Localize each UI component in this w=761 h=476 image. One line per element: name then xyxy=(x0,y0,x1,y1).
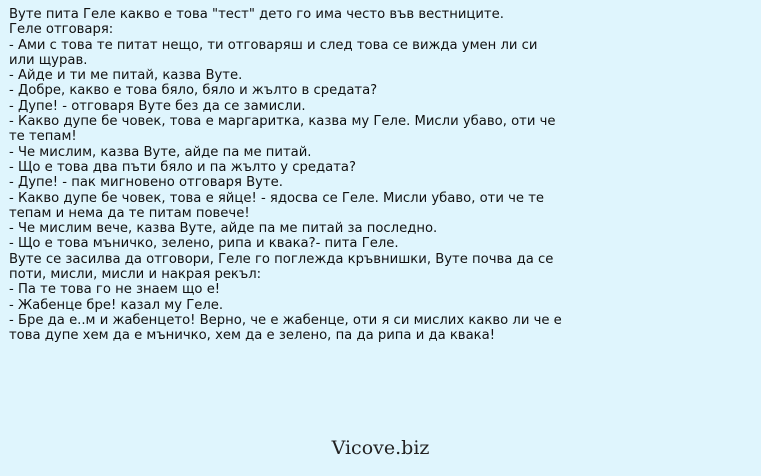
joke-line: или щурав. xyxy=(9,52,88,68)
joke-line: - Дупе! - пак мигновено отговаря Вуте. xyxy=(9,175,283,191)
joke-line: - Че мислим вече, казва Вуте, айде па ме питай за последно. xyxy=(9,221,438,237)
joke-line: - Какво дупе бе човек, това е маргаритка, казва му Геле. Мисли убаво, оти че xyxy=(9,114,556,130)
joke-line: - Че мислим, казва Вуте, айде па ме питай. xyxy=(9,144,312,160)
joke-line: - Па те това го не знаем що е! xyxy=(9,282,221,298)
joke-line: - Що е това два пъти бяло и па жълто у средата? xyxy=(9,159,356,175)
joke-line: това дупе хем да е мъничко, хем да е зелено, па да рипа и да квака! xyxy=(9,328,495,344)
joke-line: Геле отговаря: xyxy=(9,22,114,38)
joke-line: - Какво дупе бе човек, това е яйце! - ядосва се Геле. Мисли убаво, оти че те xyxy=(9,190,544,206)
joke-line: - Бре да е..м и жабенцето! Верно, че е жабенце, оти я си мислих какво ли че е xyxy=(9,312,562,328)
joke-line: - Що е това мъничко, зелено, рипа и квака?- пита Геле. xyxy=(9,236,399,252)
joke-line: - Айде и ти ме питай, казва Вуте. xyxy=(9,68,243,84)
joke-line: - Добре, какво е това бяло, бяло и жълто в средата? xyxy=(9,83,378,99)
joke-line: тепам и нема да те питам повече! xyxy=(9,205,250,221)
joke-line: - Ами с това те питат нещо, ти отговаряш и след това се вижда умен ли си xyxy=(9,37,538,53)
site-watermark: Vicove.biz xyxy=(331,437,430,459)
joke-line: Вуте се засилва да отговори, Геле го поглежда кръвнишки, Вуте почва да се xyxy=(9,251,554,267)
joke-line: Вуте пита Геле какво е това "тест" дето го има често във вестниците. xyxy=(9,7,504,22)
joke-line: те тепам! xyxy=(9,129,77,145)
joke-line: - Дупе! - отговаря Вуте без да се замисли. xyxy=(9,98,306,114)
joke-text xyxy=(9,7,754,344)
joke-line: поти, мисли, мисли и накрая рекъл: xyxy=(9,267,262,283)
joke-line: - Жабенце бре! казал му Геле. xyxy=(9,297,224,313)
